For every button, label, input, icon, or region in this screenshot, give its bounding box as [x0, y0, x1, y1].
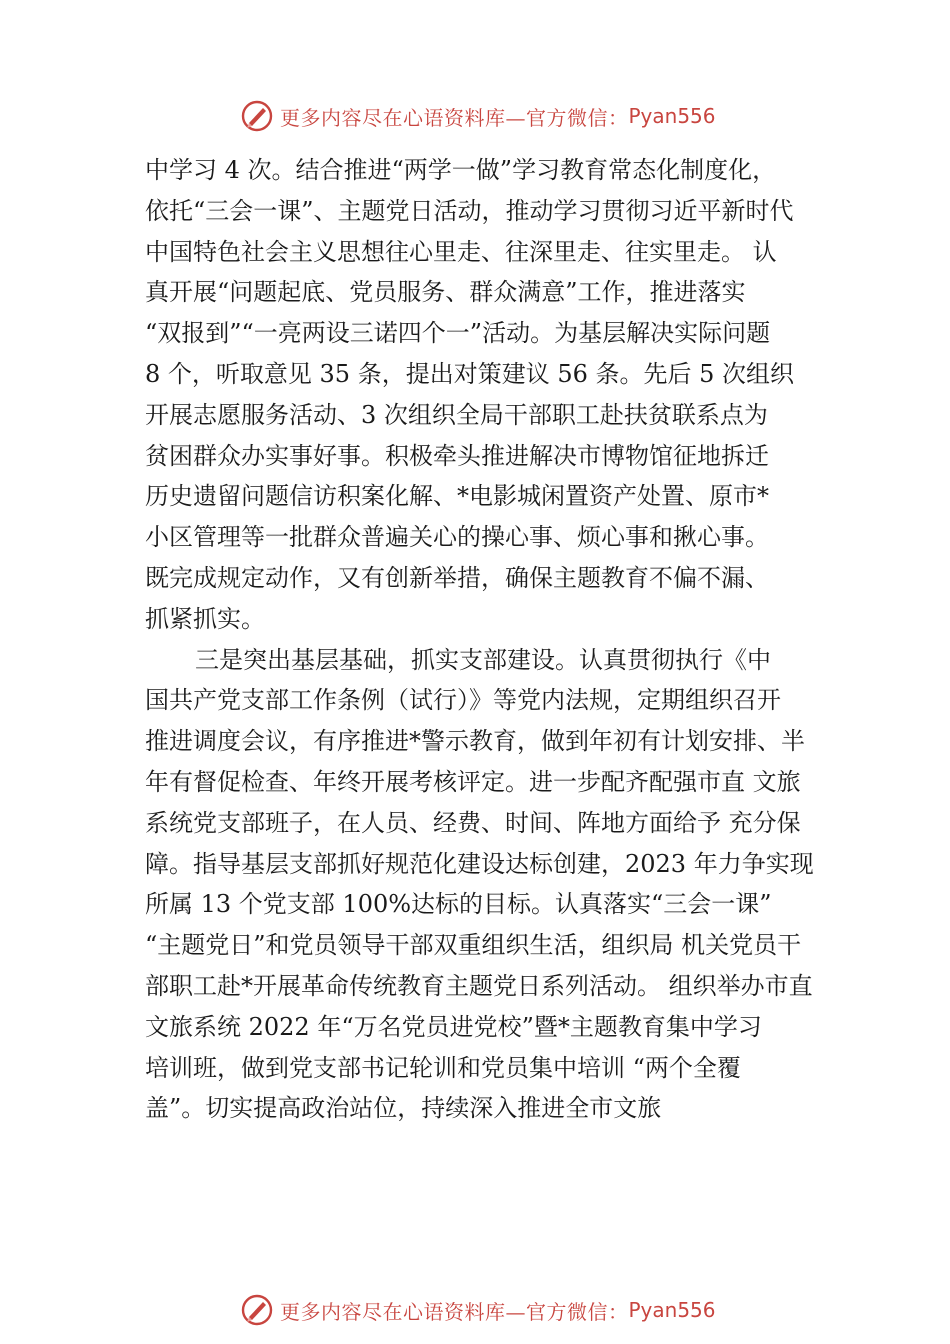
text-line: 真开展“问题起底、党员服务、群众满意”工作，推进落实 — [145, 278, 746, 307]
text-line: 系统党支部班子，在人员、经费、时间、阵地方面给予 充分保 — [145, 808, 801, 837]
banner-text: 更多内容尽在心语资料库—官方微信： — [280, 1299, 629, 1324]
pen-logo-icon — [240, 99, 274, 133]
text-line: 开展志愿服务活动、3 次组织全局干部职工赴扶贫联系点为 — [145, 400, 768, 429]
text-line: 小区管理等一批群众普遍关心的操心事、烦心事和揪心事。 — [145, 523, 769, 552]
text-line: 障。指导基层支部抓好规范化建设达标创建，2023 年力争实现 — [145, 849, 814, 878]
text-line: 所属 13 个党支部 100%达标的目标。认真落实“三会一课” — [145, 890, 772, 919]
header-banner — [240, 96, 760, 136]
text-line: 年有督促检查、年终开展考核评定。进一步配齐配强市直 文旅 — [145, 767, 801, 796]
text-line: 8 个，听取意见 35 条，提出对策建议 56 条。先后 5 次组织 — [145, 359, 795, 388]
banner-account: Pyan556 — [628, 1298, 716, 1322]
text-line: 贫困群众办实事好事。积极牵头推进解决市博物馆征地拆迁 — [145, 441, 769, 470]
text-line: 部职工赴*开展革命传统教育主题党日系列活动。 组织举办市直 — [145, 971, 813, 1000]
text-line: 培训班，做到党支部书记轮训和党员集中培训 “两个全覆 — [145, 1053, 741, 1082]
banner-account: Pyan556 — [628, 104, 716, 128]
banner-text: 更多内容尽在心语资料库—官方微信： — [280, 105, 629, 130]
text-line: 文旅系统 2022 年“万名党员进党校”暨*主题教育集中学习 — [145, 1012, 762, 1041]
text-line: “主题党日”和党员领导干部双重组织生活，组织局 机关党员干 — [145, 931, 802, 960]
text-line: 历史遗留问题信访积案化解、*电影城闲置资产处置、原市* — [145, 482, 769, 511]
text-line: 中国特色社会主义思想往心里走、往深里走、往实里走。 认 — [145, 237, 777, 266]
text-line: 国共产党支部工作条例（试行）》等党内法规，定期组织召开 — [145, 686, 781, 715]
text-line: “双报到”“一亮两设三诺四个一”活动。为基层解决实际问题 — [145, 319, 771, 348]
pen-logo-icon — [240, 1293, 274, 1327]
text-line: 中学习 4 次。结合推进“两学一做”学习教育常态化制度化， — [145, 156, 777, 184]
text-line: 推进调度会议，有序推进*警示教育，做到年初有计划安排、半 — [145, 727, 805, 756]
text-line: 既完成规定动作，又有创新举措，确保主题教育不偏不漏、 — [145, 563, 769, 592]
footer-banner — [240, 1290, 760, 1330]
text-line: 依托“三会一课”、主题党日活动，推动学习贯彻习近平新时代 — [145, 196, 794, 225]
text-line: 抓紧抓实。 — [145, 604, 265, 633]
document-body — [145, 150, 845, 1129]
paragraph-start-line: 三是突出基层基础，抓实支部建设。认真贯彻执行《中 — [195, 645, 771, 674]
text-line: 盖”。切实提高政治站位，持续深入推进全市文旅 — [145, 1094, 662, 1123]
